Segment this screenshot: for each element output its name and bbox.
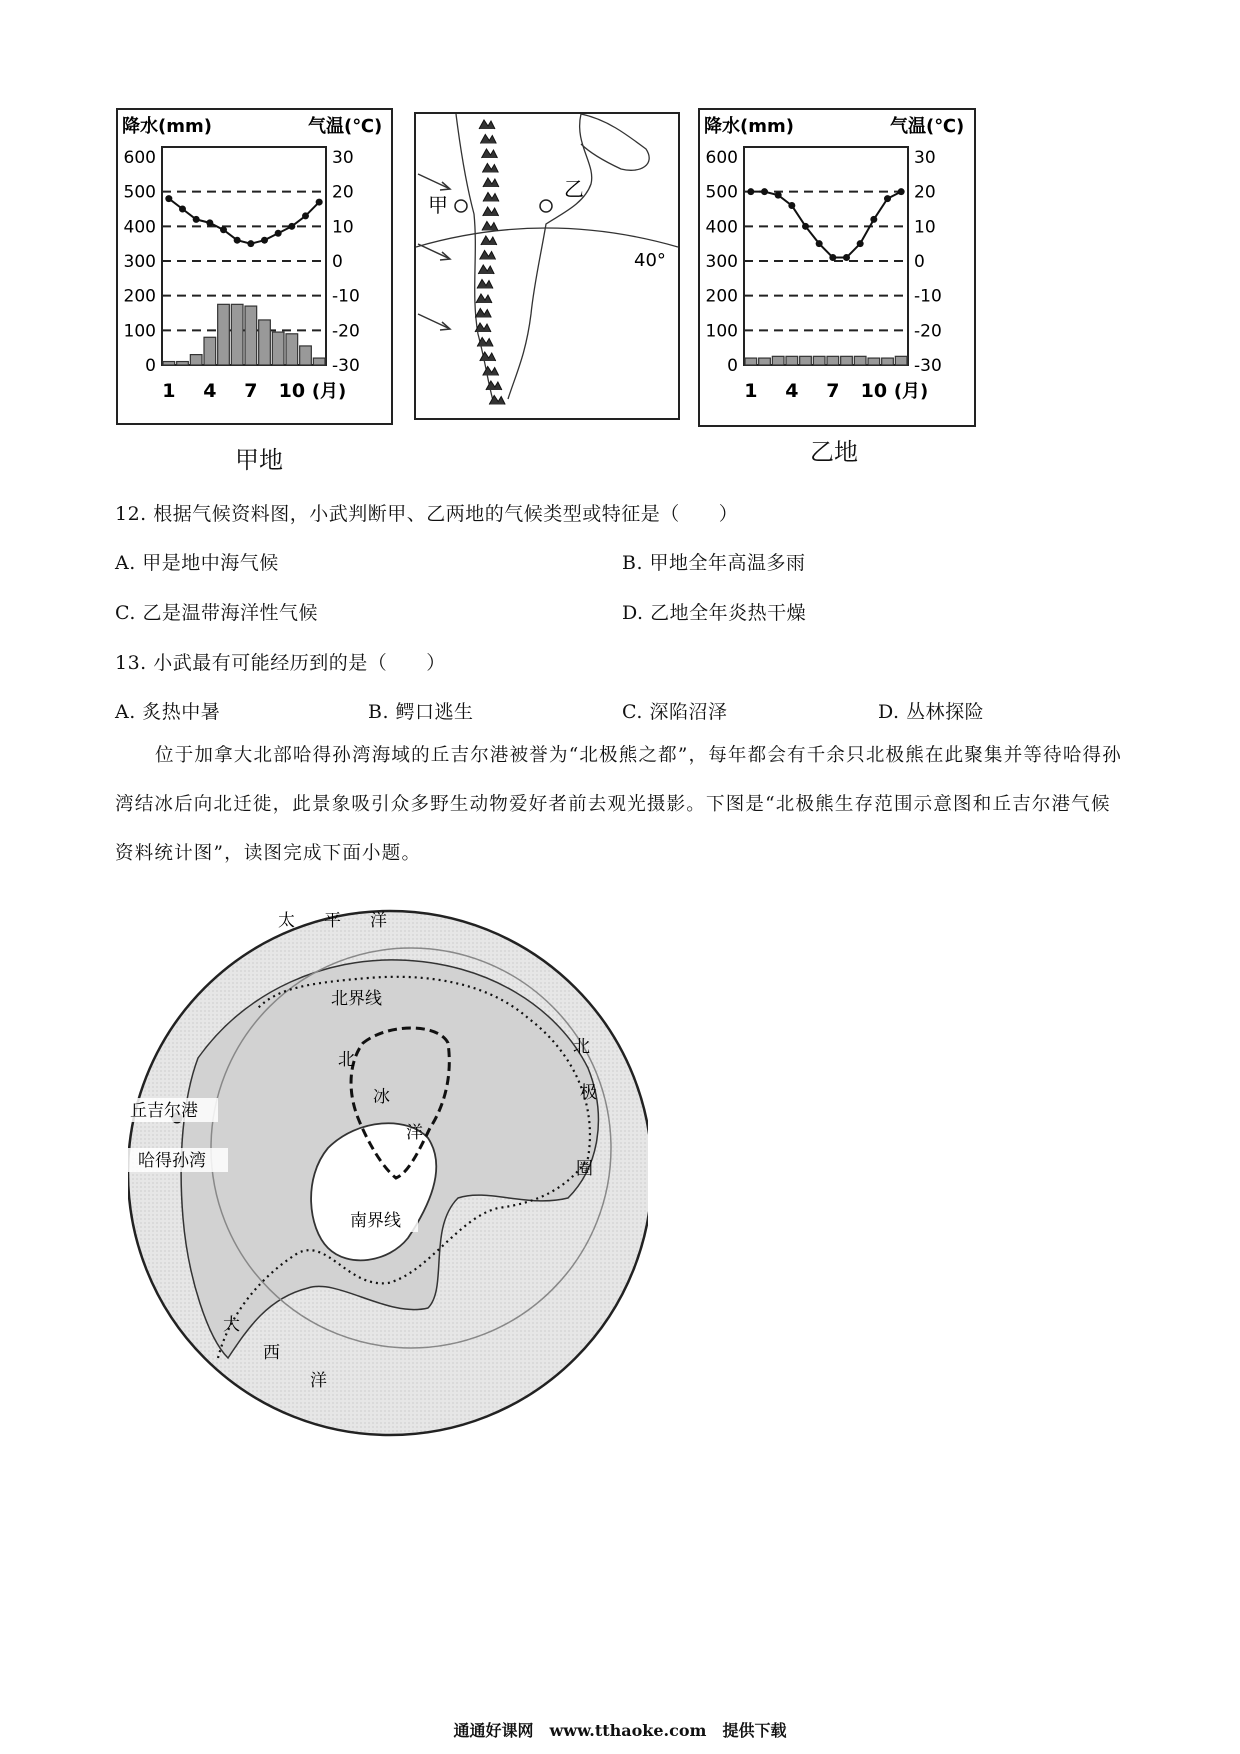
temperature-point [247,240,254,247]
precip-tick: 300 [123,252,156,272]
temp-tick: 20 [914,182,936,203]
temperature-point [870,216,877,223]
temp-tick: -20 [914,321,942,342]
mountain-icon [483,207,499,216]
mountain-icon [483,193,499,202]
mountain-icon [480,251,496,260]
temp-tick: -30 [332,356,360,376]
temperature-point [843,254,850,261]
label-south-boundary: 南界线 [350,1211,401,1231]
label-atlantic-2: 西 [263,1343,280,1363]
precip-bar [813,356,825,365]
temperature-point [288,223,295,230]
precip-tick: 500 [705,182,738,203]
precip-bar [218,304,230,365]
label-circle-2: 极 [580,1083,597,1103]
temperature-point [829,254,836,261]
precip-tick: 400 [123,217,156,238]
precip-bar [259,320,271,365]
temp-tick: 20 [332,182,354,203]
precip-bar [882,358,894,365]
temperature-point [788,202,795,209]
south-america-map [414,112,680,420]
temperature-point [275,230,282,237]
mountain-icon [482,222,498,231]
label-yi: 乙 [564,177,584,201]
precip-tick: 400 [705,217,738,238]
label-arctic-2: 冰 [373,1087,390,1107]
temp-tick: 30 [332,148,354,168]
mountain-icon [483,178,499,187]
temperature-point [220,226,227,233]
option-12b[interactable]: B. 甲地全年高温多雨 [622,552,806,574]
option-12c[interactable]: C. 乙是温带海洋性气候 [115,602,318,624]
precip-tick: 500 [123,182,156,203]
temp-tick: 10 [914,217,936,238]
precip-bar [868,358,880,365]
precip-axis-label: 降水(mm) [122,116,212,137]
precip-bar [786,356,798,365]
label-atlantic-1: 大 [223,1315,240,1335]
precip-bar [272,332,284,365]
precip-tick: 300 [705,252,738,272]
temp-tick: 30 [914,148,936,168]
precip-bar [204,337,216,365]
mountain-icon [479,120,495,129]
label-pacific-3: 洋 [370,911,387,931]
precip-bar [163,362,175,365]
mountain-icon [475,323,491,332]
point-yi [540,200,552,212]
month-unit: (月) [893,381,929,402]
reading-paragraph [115,731,1125,878]
precip-bar [772,356,784,365]
temperature-point [857,240,864,247]
precip-tick: 600 [705,148,738,168]
temperature-point [261,237,268,244]
label-pacific-1: 太 [278,911,295,931]
temp-tick: -20 [332,321,360,342]
polar-bear-map-svg [128,898,648,1448]
climate-chart-jia-svg [118,110,391,423]
precip-tick: 200 [705,286,738,307]
temp-tick: -10 [914,286,942,307]
precip-tick: 0 [145,356,156,376]
temperature-point [802,223,809,230]
precip-tick: 0 [727,356,738,376]
precip-bar [800,356,812,365]
temp-tick: 0 [332,252,343,272]
month-tick: 1 [162,380,176,402]
caption-yi: 乙地 [810,438,858,466]
option-13d[interactable]: D. 丛林探险 [878,701,985,723]
precip-bar [245,306,257,365]
mountain-icon [480,135,496,144]
temperature-point [761,188,768,195]
month-tick: 7 [244,380,258,402]
question-12: 12. 根据气候资料图，小武判断甲、乙两地的气候类型或特征是（ ） [115,503,739,525]
mountain-icon [482,164,498,173]
precip-bar [300,346,312,365]
temperature-line [751,192,901,258]
option-12a[interactable]: A. 甲是地中海气候 [115,552,279,574]
temperature-point [206,219,213,226]
point-jia [455,200,467,212]
precip-bar [759,358,771,365]
mountain-icon [481,149,497,158]
month-unit: (月) [311,381,347,402]
month-tick: 4 [203,380,217,402]
mountain-icon [478,265,494,274]
mountain-icon [476,294,492,303]
label-circle-3: 圈 [576,1159,593,1179]
label-jia: 甲 [428,193,448,217]
south-america-map-svg [416,114,678,418]
mountain-icon [481,236,497,245]
precip-tick: 100 [705,321,738,342]
climate-chart-yi-svg [700,110,974,425]
temperature-point [179,206,186,213]
precip-bar [745,358,757,365]
precip-bar [313,358,325,365]
temperature-point [747,188,754,195]
precip-bar [854,356,866,365]
temp-tick: -30 [914,356,942,376]
temp-tick: 0 [914,252,925,272]
temp-axis-label: 气温(℃) [890,116,965,137]
month-tick: 10 [278,380,306,402]
page-footer: 通通好课网 www.tthaoke.com 提供下载 [453,1721,787,1740]
precip-tick: 100 [123,321,156,342]
option-12d[interactable]: D. 乙地全年炎热干燥 [622,602,807,624]
label-arctic-3: 洋 [406,1123,423,1143]
label-north-boundary: 北界线 [331,989,382,1009]
label-churchill: 丘吉尔港 [130,1101,198,1121]
question-13: 13. 小武最有可能经历到的是（ ） [115,652,446,674]
label-pacific-2: 平 [324,911,341,931]
mountain-icon [483,367,499,376]
month-tick: 7 [826,380,840,402]
option-13b[interactable]: B. 鳄口逃生 [368,701,474,723]
label-hudson: 哈得孙湾 [138,1151,206,1171]
temp-axis-label: 气温(℃) [308,116,383,137]
mountain-icon [477,280,493,289]
precip-bar [190,355,202,365]
month-tick: 10 [860,380,888,402]
temperature-point [775,192,782,199]
precip-bar [827,356,839,365]
precip-tick: 200 [123,286,156,307]
temperature-point [193,216,200,223]
temp-tick: -10 [332,286,360,307]
precip-axis-label: 降水(mm) [704,116,794,137]
precip-tick: 600 [123,148,156,168]
label-circle-1: 北 [573,1037,590,1057]
caption-jia: 甲地 [235,446,283,474]
reading-paragraph-text: 位于加拿大北部哈得孙湾海域的丘吉尔港被誉为“北极熊之都”，每年都会有千余只北极熊在此聚集并等待哈得孙湾结冰后向北迁徙，此景象吸引众多野生动物爱好者前去观光摄影。下图是“北极熊生存范围示意图和丘吉尔港气候资料统计图”，读图完成下面小题。 [115,745,1122,864]
month-tick: 4 [785,380,799,402]
precip-bar [177,362,189,365]
label-atlantic-3: 洋 [310,1371,327,1391]
climate-chart-jia [116,108,393,425]
temperature-point [234,237,241,244]
temp-tick: 10 [332,217,354,238]
temperature-point [302,212,309,219]
mountain-icon [475,309,491,318]
climate-chart-yi [698,108,976,427]
temperature-point [816,240,823,247]
temperature-line [169,199,319,244]
precip-bar [841,356,853,365]
option-13a[interactable]: A. 炙热中暑 [115,701,221,723]
precip-bar [231,304,243,365]
option-13c[interactable]: C. 深陷沼泽 [622,701,728,723]
temperature-point [316,199,323,206]
temperature-point [165,195,172,202]
label-latitude: 40° [634,250,666,271]
label-arctic-1: 北 [338,1050,355,1070]
precip-bar [286,334,298,365]
temperature-point [898,188,905,195]
temperature-point [884,195,891,202]
month-tick: 1 [744,380,758,402]
polar-bear-map [128,898,648,1448]
precip-bar [895,356,907,365]
